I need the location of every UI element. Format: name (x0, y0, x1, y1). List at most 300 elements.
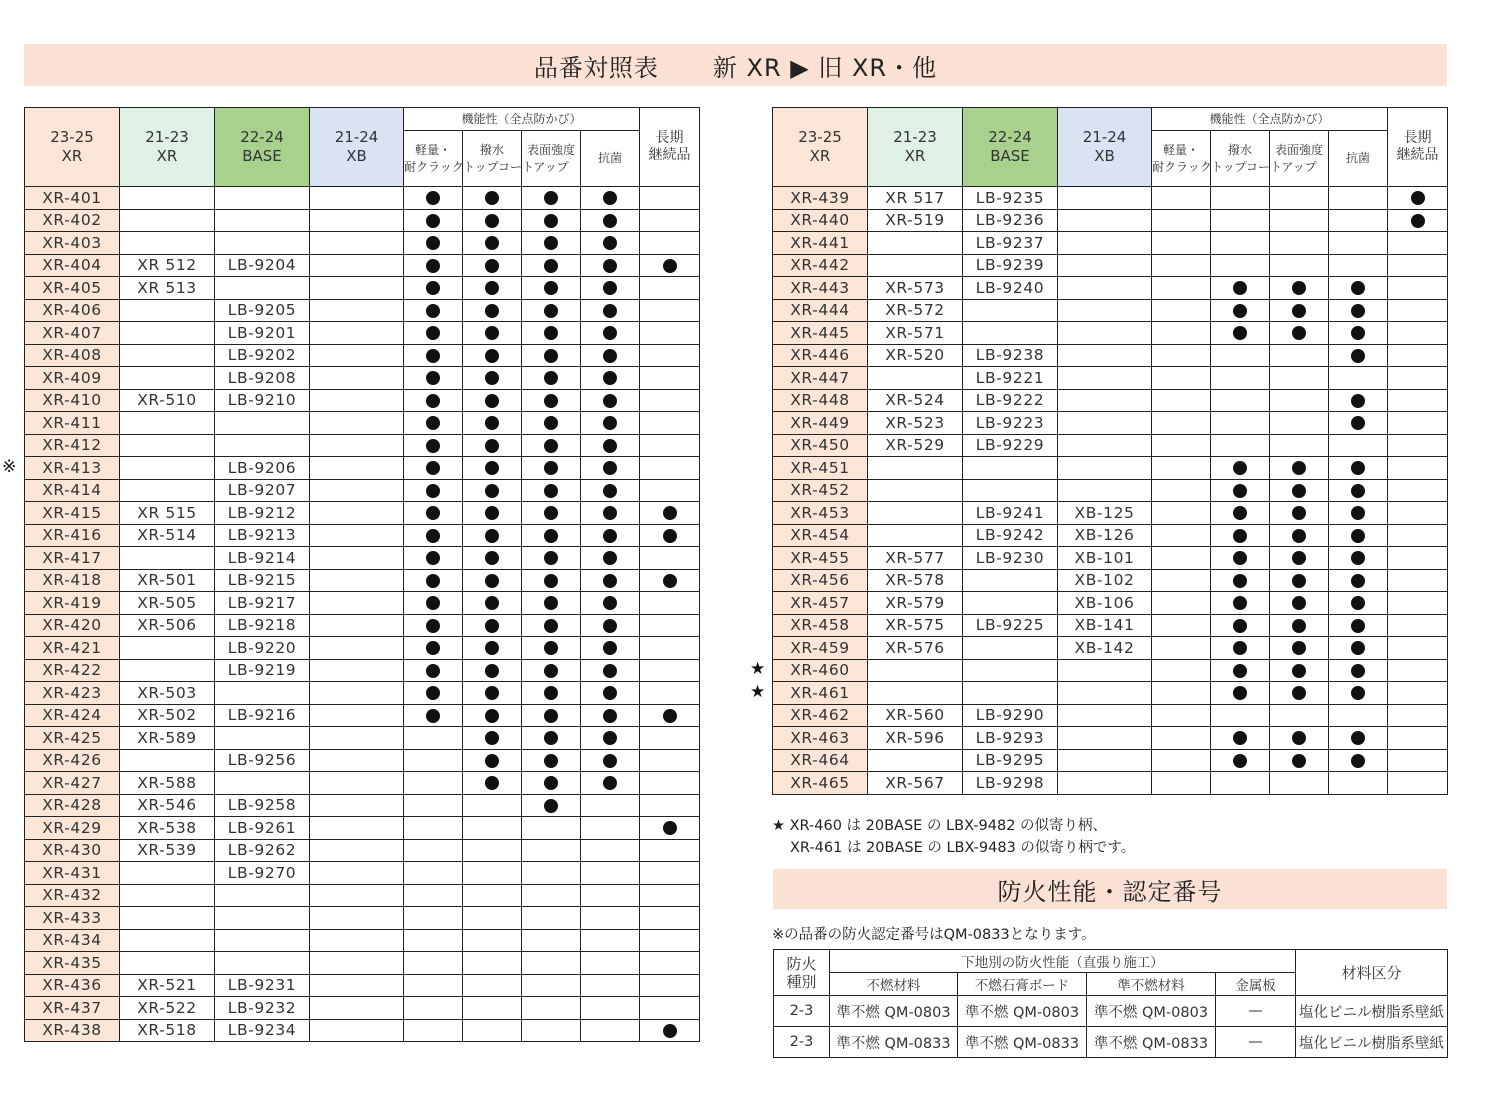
cell-lightweight (404, 614, 463, 637)
cell-xb (310, 952, 404, 975)
cell-lightweight (404, 659, 463, 682)
cell-antibacterial (1329, 524, 1388, 547)
cell-old-xr (868, 524, 963, 547)
dot-icon (1351, 461, 1365, 475)
cell-base: LB-9262 (215, 839, 310, 862)
cell-new-xr: XR-457 (773, 592, 868, 615)
dot-icon (485, 506, 499, 520)
cell-xb (310, 547, 404, 570)
cell-antibacterial (581, 749, 640, 772)
cell-water-repellent (463, 794, 522, 817)
cell-new-xr: XR-402 (25, 209, 120, 232)
cell-antibacterial (581, 209, 640, 232)
cell-xb (310, 817, 404, 840)
cell-old-xr: XR-596 (868, 727, 963, 750)
cell-xb (1058, 749, 1152, 772)
cell-lightweight (1152, 299, 1211, 322)
cell-base: LB-9223 (963, 412, 1058, 435)
product-row (773, 209, 1448, 232)
cell-lightweight (404, 682, 463, 705)
cell-old-xr (120, 367, 215, 390)
cell-xb (310, 592, 404, 615)
cell-long-term (1388, 412, 1448, 435)
fire-cell-metal-plate: — (1216, 996, 1296, 1027)
cell-new-xr: XR-442 (773, 254, 868, 277)
cell-base: LB-9215 (215, 569, 310, 592)
dot-icon (603, 574, 617, 588)
cell-long-term (640, 412, 700, 435)
cell-long-term (640, 322, 700, 345)
dot-icon (485, 394, 499, 408)
fire-cell-material: 塩化ビニル樹脂系壁紙 (1296, 996, 1448, 1027)
dot-icon (426, 394, 440, 408)
dot-icon (485, 416, 499, 430)
dot-icon (1351, 731, 1365, 745)
cell-lightweight (404, 997, 463, 1020)
dot-icon (663, 506, 677, 520)
dot-icon (1233, 551, 1247, 565)
cell-lightweight (1152, 322, 1211, 345)
cell-long-term (640, 839, 700, 862)
cell-surface-strength (1270, 659, 1329, 682)
cell-water-repellent (463, 547, 522, 570)
cell-surface-strength (522, 614, 581, 637)
cell-surface-strength (1270, 299, 1329, 322)
cell-base: LB-9206 (215, 457, 310, 480)
dot-icon (485, 484, 499, 498)
cell-antibacterial (581, 277, 640, 300)
cell-base: LB-9236 (963, 209, 1058, 232)
cell-new-xr: XR-459 (773, 637, 868, 660)
cell-long-term (1388, 704, 1448, 727)
cell-base: LB-9201 (215, 322, 310, 345)
cell-surface-strength (1270, 209, 1329, 232)
dot-icon (1292, 596, 1306, 610)
dot-icon (1292, 484, 1306, 498)
cell-old-xr: XR-560 (868, 704, 963, 727)
cell-water-repellent (1211, 502, 1270, 525)
dot-icon (1292, 664, 1306, 678)
fire-cell-quasi-noncombustible: 準不燃 QM-0833 (1087, 1027, 1216, 1058)
cell-lightweight (404, 434, 463, 457)
dot-icon (1292, 281, 1306, 295)
cell-water-repellent (1211, 569, 1270, 592)
cell-long-term (640, 749, 700, 772)
cell-xb (1058, 209, 1152, 232)
dot-icon (1292, 641, 1306, 655)
cell-long-term (1388, 772, 1448, 795)
cell-surface-strength (522, 637, 581, 660)
cell-water-repellent (463, 434, 522, 457)
product-row (25, 704, 700, 727)
fire-header-noncombustible: 不燃材料 (830, 973, 958, 996)
fire-cell-gypsum-board: 準不燃 QM-0833 (958, 1027, 1087, 1058)
dot-icon (1233, 664, 1247, 678)
cell-new-xr: XR-424 (25, 704, 120, 727)
cell-new-xr: XR-419 (25, 592, 120, 615)
cell-surface-strength (522, 749, 581, 772)
cell-long-term (1388, 569, 1448, 592)
cell-xb (310, 614, 404, 637)
product-row (25, 254, 700, 277)
cell-old-xr (868, 457, 963, 480)
dot-icon (485, 461, 499, 475)
cell-base: LB-9242 (963, 524, 1058, 547)
cell-base (215, 187, 310, 210)
cell-water-repellent (1211, 367, 1270, 390)
fire-section-title: 防火性能・認定番号 (773, 869, 1447, 909)
product-row (25, 794, 700, 817)
cell-antibacterial (581, 772, 640, 795)
cell-xb (310, 907, 404, 930)
cell-water-repellent (1211, 457, 1270, 480)
dot-icon (426, 281, 440, 295)
cell-water-repellent (1211, 232, 1270, 255)
cell-old-xr: XR-588 (120, 772, 215, 795)
cell-long-term (640, 592, 700, 615)
cell-surface-strength (522, 524, 581, 547)
cell-surface-strength (522, 187, 581, 210)
cell-new-xr: XR-448 (773, 389, 868, 412)
cell-lightweight (1152, 749, 1211, 772)
cell-long-term (1388, 389, 1448, 412)
cell-xb: XB-141 (1058, 614, 1152, 637)
cell-lightweight (404, 952, 463, 975)
cell-water-repellent (463, 952, 522, 975)
cell-surface-strength (1270, 344, 1329, 367)
cell-long-term (640, 232, 700, 255)
dot-icon (1351, 641, 1365, 655)
cell-surface-strength (522, 592, 581, 615)
dot-icon (603, 776, 617, 790)
cell-lightweight (1152, 434, 1211, 457)
product-row (25, 862, 700, 885)
cell-long-term (640, 637, 700, 660)
cell-old-xr: XR-501 (120, 569, 215, 592)
cell-xb (1058, 412, 1152, 435)
cell-base (215, 682, 310, 705)
dot-icon (485, 641, 499, 655)
dot-icon (544, 461, 558, 475)
cell-lightweight (1152, 569, 1211, 592)
cell-xb (310, 502, 404, 525)
cell-antibacterial (1329, 367, 1388, 390)
dot-icon (603, 731, 617, 745)
cell-surface-strength (522, 974, 581, 997)
cell-base (215, 232, 310, 255)
dot-icon (1351, 664, 1365, 678)
dot-icon (544, 259, 558, 273)
cell-long-term (1388, 749, 1448, 772)
cell-water-repellent (463, 479, 522, 502)
cell-old-xr: XR-589 (120, 727, 215, 750)
dot-icon (663, 821, 677, 835)
dot-icon (603, 461, 617, 475)
cell-antibacterial (1329, 187, 1388, 210)
fire-cell-type: 2-3 (774, 996, 830, 1027)
cell-lightweight (1152, 502, 1211, 525)
cell-antibacterial (1329, 434, 1388, 457)
cell-old-xr (120, 929, 215, 952)
dot-icon (603, 506, 617, 520)
fire-cell-material: 塩化ビニル樹脂系壁紙 (1296, 1027, 1448, 1058)
cell-new-xr: XR-461 (773, 682, 868, 705)
cell-new-xr: XR-432 (25, 884, 120, 907)
cell-lightweight (404, 479, 463, 502)
cell-water-repellent (1211, 434, 1270, 457)
cell-xb (310, 569, 404, 592)
cell-xb (310, 929, 404, 952)
product-row (773, 682, 1448, 705)
cell-surface-strength (522, 209, 581, 232)
page-title: 品番対照表 (533, 53, 659, 82)
cell-xb (1058, 322, 1152, 345)
cell-long-term (1388, 232, 1448, 255)
dot-icon (1292, 754, 1306, 768)
cell-lightweight (404, 592, 463, 615)
dot-icon (603, 371, 617, 385)
cell-lightweight (404, 187, 463, 210)
cell-new-xr: XR-438 (25, 1019, 120, 1042)
cell-base: LB-9231 (215, 974, 310, 997)
col-header-xr-23-25: 23-25 XR (773, 108, 868, 187)
cell-antibacterial (581, 187, 640, 210)
cell-base: LB-9204 (215, 254, 310, 277)
cell-water-repellent (1211, 322, 1270, 345)
col-header-xr-21-23: 21-23 XR (120, 108, 215, 187)
dot-icon (603, 709, 617, 723)
dot-icon (1351, 529, 1365, 543)
cell-long-term (640, 884, 700, 907)
cell-base: LB-9212 (215, 502, 310, 525)
cell-water-repellent (463, 772, 522, 795)
cell-base: LB-9210 (215, 389, 310, 412)
cell-xb (310, 772, 404, 795)
cell-base (215, 209, 310, 232)
cell-xb (1058, 299, 1152, 322)
col-header-water-repellent: 撥水 トップコート (1211, 131, 1270, 187)
dot-icon (1351, 619, 1365, 633)
cell-water-repellent (1211, 412, 1270, 435)
cell-surface-strength (522, 232, 581, 255)
cell-water-repellent (463, 322, 522, 345)
cell-long-term (640, 434, 700, 457)
product-row (25, 727, 700, 750)
cell-water-repellent (1211, 772, 1270, 795)
cell-antibacterial (1329, 232, 1388, 255)
cell-new-xr: XR-429 (25, 817, 120, 840)
dot-icon (544, 799, 558, 813)
cell-antibacterial (581, 727, 640, 750)
cell-xb (1058, 704, 1152, 727)
product-row (773, 727, 1448, 750)
cell-xb (1058, 479, 1152, 502)
cell-xb (310, 367, 404, 390)
dot-icon (544, 529, 558, 543)
fire-row (774, 1027, 1448, 1058)
cell-antibacterial (1329, 389, 1388, 412)
dot-icon (485, 236, 499, 250)
cell-old-xr: XR-518 (120, 1019, 215, 1042)
cell-base (963, 322, 1058, 345)
col-header-long-term: 長期 継続品 (640, 108, 700, 187)
dot-icon (1292, 686, 1306, 700)
cell-surface-strength (522, 952, 581, 975)
cell-water-repellent (1211, 524, 1270, 547)
cell-new-xr: XR-463 (773, 727, 868, 750)
cell-lightweight (1152, 682, 1211, 705)
cell-old-xr: XR-505 (120, 592, 215, 615)
cell-new-xr: XR-408 (25, 344, 120, 367)
cell-water-repellent (463, 232, 522, 255)
cell-surface-strength (522, 794, 581, 817)
cell-antibacterial (1329, 592, 1388, 615)
product-row (25, 659, 700, 682)
cell-long-term (1388, 502, 1448, 525)
product-row (773, 434, 1448, 457)
dot-icon (426, 326, 440, 340)
cell-old-xr: XR 515 (120, 502, 215, 525)
cell-lightweight (404, 457, 463, 480)
dot-icon (1292, 326, 1306, 340)
cell-lightweight (404, 727, 463, 750)
cell-xb (310, 794, 404, 817)
cell-xb (310, 412, 404, 435)
cell-antibacterial (581, 839, 640, 862)
dot-icon (1351, 281, 1365, 295)
cell-surface-strength (1270, 772, 1329, 795)
cell-antibacterial (581, 682, 640, 705)
cell-water-repellent (463, 299, 522, 322)
cell-new-xr: XR-403 (25, 232, 120, 255)
dot-icon (544, 191, 558, 205)
cell-lightweight (404, 502, 463, 525)
fire-cell-type: 2-3 (774, 1027, 830, 1058)
cell-new-xr: XR-427 (25, 772, 120, 795)
cell-lightweight (404, 637, 463, 660)
cell-new-xr: XR-410 (25, 389, 120, 412)
cell-old-xr (120, 862, 215, 885)
cell-xb (310, 277, 404, 300)
cell-lightweight (1152, 209, 1211, 232)
cell-long-term (640, 952, 700, 975)
cell-old-xr (868, 749, 963, 772)
dot-icon (1233, 641, 1247, 655)
cell-water-repellent (1211, 682, 1270, 705)
fire-cell-noncombustible: 準不燃 QM-0803 (830, 996, 958, 1027)
cell-antibacterial (1329, 457, 1388, 480)
cell-surface-strength (522, 434, 581, 457)
cell-surface-strength (1270, 254, 1329, 277)
cell-water-repellent (463, 254, 522, 277)
dot-icon (426, 349, 440, 363)
col-header-lightweight: 軽量・ 耐クラック (404, 131, 463, 187)
product-row (773, 569, 1448, 592)
cell-antibacterial (1329, 749, 1388, 772)
fire-cell-gypsum-board: 準不燃 QM-0803 (958, 996, 1087, 1027)
cell-new-xr: XR-450 (773, 434, 868, 457)
cell-base: LB-9234 (215, 1019, 310, 1042)
dot-icon (544, 349, 558, 363)
fire-cell-quasi-noncombustible: 準不燃 QM-0803 (1087, 996, 1216, 1027)
cell-new-xr: XR-437 (25, 997, 120, 1020)
cell-xb: XB-101 (1058, 547, 1152, 570)
cell-base: LB-9238 (963, 344, 1058, 367)
dot-icon (603, 596, 617, 610)
cell-old-xr (120, 907, 215, 930)
cell-antibacterial (1329, 479, 1388, 502)
cell-antibacterial (581, 367, 640, 390)
cell-long-term (1388, 299, 1448, 322)
cell-antibacterial (581, 794, 640, 817)
cell-base: LB-9213 (215, 524, 310, 547)
cell-surface-strength (522, 839, 581, 862)
cell-long-term (640, 817, 700, 840)
cell-long-term (1388, 209, 1448, 232)
dot-icon (603, 754, 617, 768)
cell-old-xr: XR-524 (868, 389, 963, 412)
cell-base: LB-9217 (215, 592, 310, 615)
dot-icon (544, 236, 558, 250)
cell-new-xr: XR-423 (25, 682, 120, 705)
cell-antibacterial (1329, 209, 1388, 232)
cell-xb (1058, 187, 1152, 210)
cell-antibacterial (1329, 344, 1388, 367)
cell-water-repellent (463, 839, 522, 862)
cell-long-term (1388, 277, 1448, 300)
cell-antibacterial (581, 502, 640, 525)
cell-new-xr: XR-449 (773, 412, 868, 435)
cell-water-repellent (1211, 479, 1270, 502)
similar-pattern-note-line1: ★ XR-460 は 20BASE の LBX-9482 の似寄り柄、 (772, 818, 1108, 834)
cell-old-xr: XR-578 (868, 569, 963, 592)
cell-water-repellent (463, 277, 522, 300)
cell-new-xr: XR-407 (25, 322, 120, 345)
cell-xb (1058, 254, 1152, 277)
cell-base: LB-9202 (215, 344, 310, 367)
dot-icon (544, 304, 558, 318)
similar-pattern-note (772, 815, 1135, 859)
cell-long-term (640, 299, 700, 322)
cell-xb (310, 839, 404, 862)
dot-icon (426, 641, 440, 655)
cell-old-xr: XR-571 (868, 322, 963, 345)
cell-base: LB-9235 (963, 187, 1058, 210)
cell-surface-strength (522, 569, 581, 592)
dot-icon (426, 529, 440, 543)
cell-antibacterial (581, 704, 640, 727)
cell-long-term (640, 907, 700, 930)
cell-long-term (1388, 434, 1448, 457)
product-row (25, 569, 700, 592)
product-row (773, 637, 1448, 660)
cell-base: LB-9290 (963, 704, 1058, 727)
cell-surface-strength (522, 254, 581, 277)
cell-long-term (640, 929, 700, 952)
cell-old-xr: XR-538 (120, 817, 215, 840)
cell-new-xr: XR-428 (25, 794, 120, 817)
cell-lightweight (404, 884, 463, 907)
cell-new-xr: XR-451 (773, 457, 868, 480)
cell-surface-strength (522, 682, 581, 705)
product-row (25, 344, 700, 367)
dot-icon (603, 529, 617, 543)
cell-lightweight (1152, 727, 1211, 750)
cell-antibacterial (1329, 637, 1388, 660)
cell-old-xr: XR-506 (120, 614, 215, 637)
cell-old-xr (120, 412, 215, 435)
product-row (25, 817, 700, 840)
